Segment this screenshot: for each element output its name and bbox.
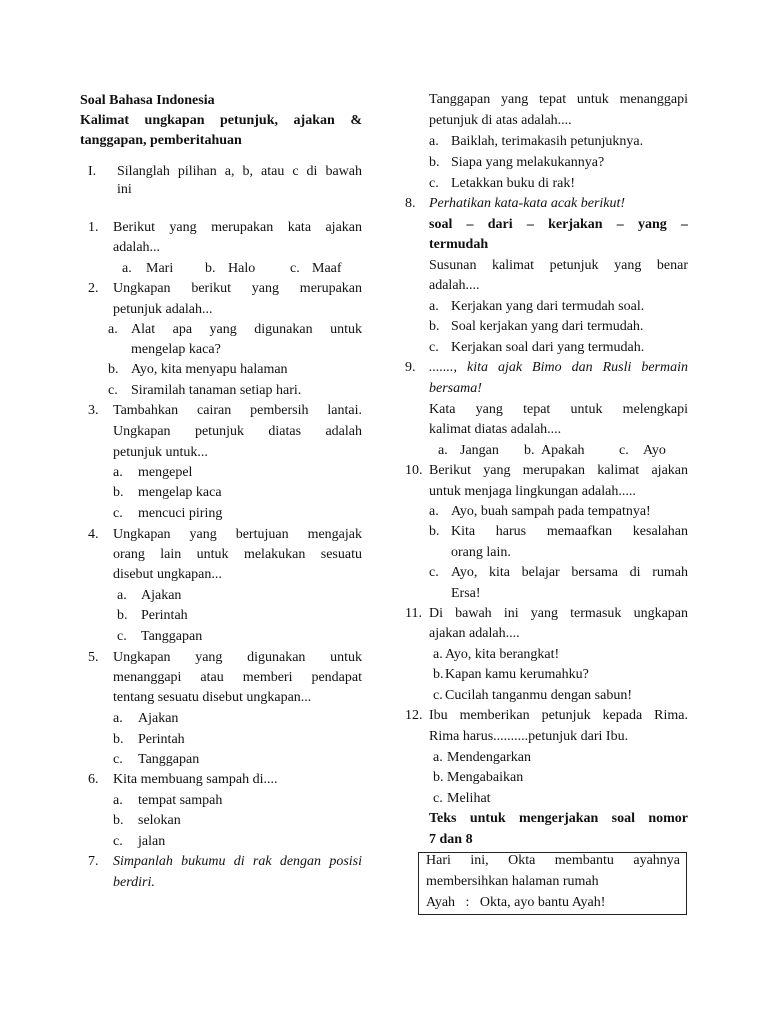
option-text: Mengabaikan	[447, 770, 524, 785]
question-number: 6.	[88, 772, 99, 787]
text-note: 7 dan 8	[429, 832, 473, 847]
option-text: Jangan	[460, 443, 499, 458]
question-text: Susunan kalimat petunjuk yang benar	[429, 258, 688, 273]
option-text: Melihat	[447, 791, 491, 806]
option-letter: a.	[433, 750, 443, 765]
option-letter: c.	[108, 383, 118, 398]
text-box-line: Hari ini, Okta membantu ayahnya	[426, 853, 680, 868]
question-text: Tanggapan yang tepat untuk menanggapi	[429, 92, 688, 107]
question-number: 8.	[405, 196, 416, 211]
option-text: Ayo, kita menyapu halaman	[131, 362, 288, 377]
option-text: jalan	[138, 834, 166, 849]
option-text: Soal kerjakan yang dari termudah.	[451, 319, 644, 334]
question-text: soal – dari – kerjakan – yang –	[429, 217, 688, 232]
option-letter: b.	[429, 155, 440, 170]
option-text: Kerjakan soal dari yang termudah.	[451, 340, 645, 355]
option-letter: c.	[429, 176, 439, 191]
question-number: 10.	[405, 463, 423, 478]
instruction-text: Silanglah pilihan a, b, atau c di bawah	[117, 164, 362, 179]
option-text: Letakkan buku di rak!	[451, 176, 576, 191]
option-letter: b.	[433, 667, 444, 682]
option-letter: c.	[429, 340, 439, 355]
option-text: selokan	[138, 813, 181, 828]
question-text: ajakan adalah....	[429, 626, 520, 641]
text-box-line: membersihkan halaman rumah	[426, 874, 599, 889]
option-letter: b.	[113, 485, 124, 500]
option-text: Ajakan	[138, 711, 179, 726]
question-text: bersama!	[429, 381, 482, 396]
question-text: adalah...	[113, 240, 161, 255]
option-text: Mari	[146, 261, 174, 276]
option-text: Siramilah tanaman setiap hari.	[131, 383, 302, 398]
question-number: 11.	[405, 606, 422, 621]
question-text: Tambahkan cairan pembersih lantai.	[113, 403, 362, 418]
question-text: Kita membuang sampah di....	[113, 772, 278, 787]
question-text: ......., kita ajak Bimo dan Rusli bermain	[429, 360, 688, 375]
option-letter: b.	[433, 770, 444, 785]
question-text: petunjuk adalah...	[113, 302, 213, 317]
option-text: Tanggapan	[141, 629, 203, 644]
option-text: Baiklah, terimakasih petunjuknya.	[451, 134, 644, 149]
option-text: Mendengarkan	[447, 750, 531, 765]
option-text: Maaf	[312, 261, 342, 276]
question-text: petunjuk untuk...	[113, 445, 208, 460]
question-text: menanggapi atau memberi pendapat	[113, 670, 362, 685]
question-text: Berikut yang merupakan kalimat ajakan	[429, 463, 688, 478]
option-letter: a.	[429, 504, 439, 519]
document-subtitle: tanggapan, pemberitahuan	[80, 133, 242, 148]
option-text: Cucilah tanganmu dengan sabun!	[445, 688, 633, 703]
question-text: Simpanlah bukumu di rak dengan posisi	[113, 854, 362, 869]
question-number: 9.	[405, 360, 416, 375]
option-text: Kerjakan yang dari termudah soal.	[451, 299, 645, 314]
option-text: Halo	[228, 261, 256, 276]
option-letter: c.	[433, 688, 443, 703]
question-text: kalimat diatas adalah....	[429, 422, 562, 437]
option-text: Alat apa yang digunakan untuk	[131, 322, 362, 337]
option-letter: c.	[117, 629, 127, 644]
option-letter: b.	[113, 732, 124, 747]
option-letter: b.	[108, 362, 119, 377]
option-text: Siapa yang melakukannya?	[451, 155, 605, 170]
option-letter: a.	[113, 711, 123, 726]
option-letter: c.	[290, 261, 300, 276]
document-title: Soal Bahasa Indonesia	[80, 93, 215, 108]
question-text: Ibu memberikan petunjuk kepada Rima.	[429, 708, 688, 723]
option-text: Perintah	[141, 608, 188, 623]
question-number: 12.	[405, 708, 423, 723]
question-text: petunjuk di atas adalah....	[429, 113, 572, 128]
question-text: Ungkapan petunjuk diatas adalah	[113, 424, 362, 439]
option-letter: a.	[117, 588, 127, 603]
option-text: tempat sampah	[138, 793, 223, 808]
option-letter: c.	[619, 443, 629, 458]
option-letter: a.	[113, 793, 123, 808]
instruction-number: I.	[88, 164, 97, 179]
text-box-line: Ayah : Okta, ayo bantu Ayah!	[426, 895, 606, 910]
question-text: Perhatikan kata-kata acak berikut!	[429, 196, 626, 211]
option-letter: c.	[433, 791, 443, 806]
option-letter: b.	[524, 443, 535, 458]
option-letter: a.	[122, 261, 132, 276]
question-text: Berikut yang merupakan kata ajakan	[113, 220, 362, 235]
question-number: 2.	[88, 281, 99, 296]
option-letter: a.	[113, 465, 123, 480]
option-letter: b.	[113, 813, 124, 828]
option-letter: a.	[438, 443, 448, 458]
question-text: Ungkapan yang bertujuan mengajak	[113, 527, 362, 542]
option-text: orang lain.	[451, 545, 511, 560]
option-letter: c.	[113, 506, 123, 521]
question-number: 1.	[88, 220, 99, 235]
option-text: Ayo, kita berangkat!	[445, 647, 560, 662]
option-letter: b.	[117, 608, 128, 623]
question-number: 4.	[88, 527, 99, 542]
question-text: untuk menjaga lingkungan adalah.....	[429, 484, 636, 499]
option-letter: c.	[113, 834, 123, 849]
option-text: Apakah	[541, 443, 585, 458]
option-text: Kapan kamu kerumahku?	[445, 667, 589, 682]
question-number: 3.	[88, 403, 99, 418]
question-text: tentang sesuatu disebut ungkapan...	[113, 690, 312, 705]
option-text: Perintah	[138, 732, 185, 747]
option-text: mengelap kaca	[138, 485, 222, 500]
option-text: Kita harus memaafkan kesalahan	[451, 524, 688, 539]
option-text: Ajakan	[141, 588, 182, 603]
question-text: orang lain untuk melakukan sesuatu	[113, 547, 362, 562]
option-letter: c.	[429, 565, 439, 580]
question-text: disebut ungkapan...	[113, 567, 222, 582]
option-letter: a.	[429, 134, 439, 149]
document-subtitle: Kalimat ungkapan petunjuk, ajakan &	[80, 113, 362, 128]
question-text: Di bawah ini yang termasuk ungkapan	[429, 606, 688, 621]
instruction-text: ini	[117, 182, 132, 197]
question-number: 5.	[88, 650, 99, 665]
option-letter: b.	[429, 319, 440, 334]
question-text: adalah....	[429, 278, 480, 293]
question-text: Ungkapan yang digunakan untuk	[113, 650, 362, 665]
option-letter: b.	[429, 524, 440, 539]
option-text: Ayo, buah sampah pada tempatnya!	[451, 504, 651, 519]
option-text: mengelap kaca?	[131, 342, 221, 357]
question-text: Rima harus..........petunjuk dari Ibu.	[429, 729, 629, 744]
question-text: termudah	[429, 237, 489, 252]
question-number: 7.	[88, 854, 99, 869]
question-text: Kata yang tepat untuk melengkapi	[429, 402, 688, 417]
option-text: Ayo, kita belajar bersama di rumah	[451, 565, 688, 580]
option-letter: c.	[113, 752, 123, 767]
option-text: mencuci piring	[138, 506, 223, 521]
option-text: Ayo	[643, 443, 666, 458]
option-letter: b.	[205, 261, 216, 276]
question-text: Ungkapan berikut yang merupakan	[113, 281, 362, 296]
option-text: Ersa!	[451, 586, 481, 601]
option-text: Tanggapan	[138, 752, 200, 767]
option-letter: a.	[108, 322, 118, 337]
option-letter: a.	[433, 647, 443, 662]
option-letter: a.	[429, 299, 439, 314]
text-note: Teks untuk mengerjakan soal nomor	[429, 811, 688, 826]
option-text: mengepel	[138, 465, 193, 480]
question-text: berdiri.	[113, 875, 155, 890]
